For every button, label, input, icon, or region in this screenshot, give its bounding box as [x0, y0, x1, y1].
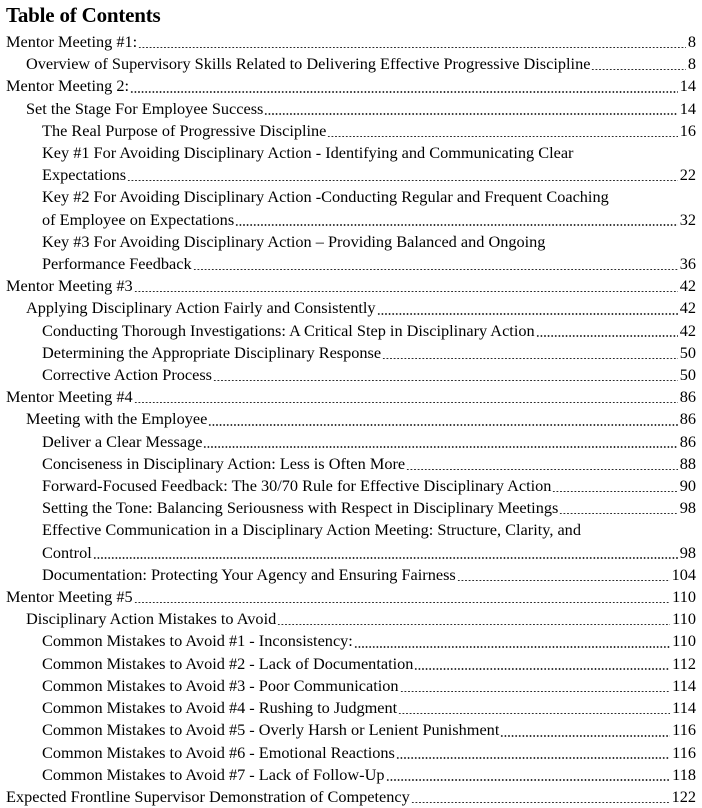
dot-leader — [559, 497, 677, 519]
toc-entry-label: Common Mistakes to Avoid #1 - Inconsistency: — [42, 631, 353, 651]
toc-entry[interactable] — [6, 764, 696, 786]
toc-entry-label: Documentation: Protecting Your Agency and Ensuring Fairness — [42, 564, 456, 584]
toc-entry[interactable] — [6, 31, 696, 53]
toc-entry[interactable] — [6, 320, 696, 342]
toc-entry-label: Effective Communication in a Disciplinary Action Meeting: Structure, Clarity, and — [42, 520, 581, 540]
toc-entry-label: Common Mistakes to Avoid #6 - Emotional Reactions — [42, 742, 395, 762]
toc-entry-row — [6, 31, 696, 53]
dot-leader — [134, 586, 671, 608]
toc-entry-row — [42, 519, 696, 563]
toc-entry[interactable] — [6, 675, 696, 697]
toc-page-number: 112 — [672, 653, 696, 673]
toc-entry-row — [6, 275, 696, 297]
toc-entry-label: Key #3 For Avoiding Disciplinary Action – Providing Balanced and Ongoing — [42, 231, 546, 251]
toc-page-number: 32 — [679, 209, 696, 229]
toc-entry-row — [42, 653, 696, 675]
toc-entry[interactable] — [6, 231, 696, 275]
toc-entry[interactable] — [6, 475, 696, 497]
dot-leader — [552, 475, 677, 497]
toc-entry-label: Conducting Thorough Investigations: A Critical Step in Disciplinary Action — [42, 320, 535, 340]
dot-leader — [536, 320, 678, 342]
dot-leader — [208, 408, 677, 430]
toc-entry-row — [42, 186, 696, 230]
toc-page-number: 16 — [679, 120, 696, 140]
dot-leader — [193, 253, 678, 275]
toc-entry-label: Common Mistakes to Avoid #5 - Overly Harsh or Lenient Punishment — [42, 720, 500, 740]
toc-entry-label: Corrective Action Process — [42, 365, 213, 385]
toc-entry-label: Common Mistakes to Avoid #7 - Lack of Follow-Up — [42, 764, 385, 784]
toc-entry[interactable] — [6, 497, 696, 519]
toc-entry-label-continued: Performance Feedback — [42, 254, 192, 274]
toc-entry-row — [26, 408, 696, 430]
toc-entry-row — [42, 742, 696, 764]
toc-entry[interactable] — [6, 120, 696, 142]
toc-page-number: 90 — [679, 476, 696, 496]
dot-leader — [406, 453, 678, 475]
toc-entry[interactable] — [6, 53, 696, 75]
toc-entry[interactable] — [6, 586, 696, 608]
toc-entry-row — [42, 697, 696, 719]
toc-entry-row — [42, 453, 696, 475]
toc-entry-row — [26, 297, 696, 319]
toc-entry-row — [42, 564, 696, 586]
dot-leader — [354, 631, 670, 653]
toc-entry-row — [42, 764, 696, 786]
toc-entry-label-continued: Expectations — [42, 165, 127, 185]
toc-page-number: 110 — [672, 631, 696, 651]
page-title: Table of Contents — [6, 3, 161, 27]
toc-entry[interactable] — [6, 408, 696, 430]
toc-entry[interactable] — [6, 186, 696, 230]
toc-entry-label: Mentor Meeting 2: — [6, 76, 129, 96]
toc-entry-label: Mentor Meeting #4 — [6, 387, 133, 407]
dot-leader — [134, 386, 678, 408]
toc-entry-label: Setting the Tone: Balancing Seriousness with Respect in Disciplinary Meetings — [42, 498, 559, 518]
dot-leader — [235, 209, 678, 231]
dot-leader — [411, 786, 670, 808]
toc-entry-row — [42, 431, 696, 453]
toc-page-number: 98 — [679, 498, 696, 518]
dot-leader — [457, 564, 670, 586]
toc-entry[interactable] — [6, 697, 696, 719]
toc-entry-tail — [42, 164, 696, 186]
toc-entry-row — [6, 786, 696, 808]
toc-entry-row — [42, 719, 696, 741]
dot-leader — [414, 653, 670, 675]
toc-entry-row — [42, 342, 696, 364]
toc-entry[interactable] — [6, 608, 696, 630]
toc-entry[interactable] — [6, 297, 696, 319]
dot-leader — [591, 53, 685, 75]
toc-page-number: 42 — [679, 320, 696, 340]
toc-entry-label: Common Mistakes to Avoid #2 - Lack of Documentation — [42, 653, 414, 673]
toc-entry[interactable] — [6, 98, 696, 120]
dot-leader — [400, 675, 671, 697]
dot-leader — [93, 542, 678, 564]
toc-entry-label: Mentor Meeting #3 — [6, 276, 133, 296]
toc-entry-row — [6, 586, 696, 608]
dot-leader — [500, 719, 670, 741]
toc-entry-label: Key #2 For Avoiding Disciplinary Action -Conducting Regular and Frequent Coaching — [42, 187, 609, 207]
toc-entry[interactable] — [6, 742, 696, 764]
toc-entry[interactable] — [6, 564, 696, 586]
toc-entry[interactable] — [6, 519, 696, 563]
toc-entry-row — [42, 231, 696, 275]
toc-entry-label-continued: Control — [42, 542, 92, 562]
toc-entry-row — [42, 320, 696, 342]
toc-entry[interactable] — [6, 653, 696, 675]
toc-entry-row — [42, 120, 696, 142]
toc-entry[interactable] — [6, 364, 696, 386]
dot-leader — [277, 608, 670, 630]
toc-page-number: 118 — [672, 764, 696, 784]
toc-entry-row — [6, 75, 696, 97]
toc-entry[interactable] — [6, 275, 696, 297]
toc-entry[interactable] — [6, 786, 696, 808]
toc-entry-label: Disciplinary Action Mistakes to Avoid — [26, 609, 277, 629]
dot-leader — [138, 31, 686, 53]
toc-page-number: 14 — [679, 76, 696, 96]
toc-entry-label: Key #1 For Avoiding Disciplinary Action - Identifying and Communicating Clear — [42, 143, 574, 163]
dot-leader — [203, 431, 677, 453]
toc-page-number: 36 — [679, 254, 696, 274]
dot-leader — [213, 364, 678, 386]
toc-page-number: 42 — [679, 276, 696, 296]
toc-page-number: 110 — [672, 587, 696, 607]
toc-entry-row — [42, 675, 696, 697]
toc-entry-label: Common Mistakes to Avoid #4 - Rushing to Judgment — [42, 698, 398, 718]
toc-entry-label: Conciseness in Disciplinary Action: Less is Often More — [42, 453, 406, 473]
dot-leader — [127, 164, 678, 186]
toc-entry-row — [26, 53, 696, 75]
toc-entry-tail — [42, 542, 696, 564]
toc-entry-label: Set the Stage For Employee Success — [26, 98, 264, 118]
toc-entry-row — [42, 630, 696, 652]
toc-page-number: 114 — [672, 698, 696, 718]
toc-entry-tail — [42, 209, 696, 231]
toc-entry[interactable] — [6, 453, 696, 475]
toc-page-number: 50 — [679, 342, 696, 362]
toc-entry[interactable] — [6, 630, 696, 652]
toc-entry[interactable] — [6, 75, 696, 97]
toc-page-number: 86 — [679, 409, 696, 429]
toc-entry[interactable] — [6, 719, 696, 741]
toc-entry-label-continued: of Employee on Expectations — [42, 209, 235, 229]
toc-page-number: 116 — [672, 720, 696, 740]
toc-entry-row — [26, 608, 696, 630]
toc-page-number: 86 — [679, 431, 696, 451]
toc-entry-row — [26, 98, 696, 120]
dot-leader — [377, 297, 678, 319]
toc-entry-row — [42, 364, 696, 386]
toc-entry-label: Expected Frontline Supervisor Demonstration of Competency — [6, 786, 410, 806]
toc-entry-label: Overview of Supervisory Skills Related to Delivering Effective Progressive Discipline — [26, 54, 591, 74]
toc-page-number: 104 — [671, 564, 696, 584]
toc-page-number: 50 — [679, 365, 696, 385]
dot-leader — [386, 764, 671, 786]
toc-page-number: 86 — [679, 387, 696, 407]
toc-entry[interactable] — [6, 142, 696, 186]
toc-entry-label: Meeting with the Employee — [26, 409, 208, 429]
toc-page-number: 110 — [672, 609, 696, 629]
toc-entry-list — [6, 31, 696, 808]
toc-entry[interactable] — [6, 342, 696, 364]
toc-entry-label: Determining the Appropriate Disciplinary Response — [42, 342, 382, 362]
toc-page-number: 22 — [679, 165, 696, 185]
toc-entry-tail — [42, 253, 696, 275]
toc-entry[interactable] — [6, 386, 696, 408]
toc-page-number: 14 — [679, 98, 696, 118]
dot-leader — [130, 75, 678, 97]
dot-leader — [327, 120, 677, 142]
table-of-contents-page — [0, 2, 702, 806]
dot-leader — [264, 98, 677, 120]
toc-page-number: 98 — [679, 542, 696, 562]
dot-leader — [382, 342, 678, 364]
toc-page-number: 122 — [671, 786, 696, 806]
toc-entry-row — [6, 386, 696, 408]
toc-page-number: 42 — [679, 298, 696, 318]
toc-entry-label: Forward-Focused Feedback: The 30/70 Rule for Effective Disciplinary Action — [42, 476, 552, 496]
dot-leader — [396, 742, 670, 764]
toc-entry-row — [42, 475, 696, 497]
toc-entry-row — [42, 497, 696, 519]
toc-page-number: 8 — [687, 54, 696, 74]
toc-page-number: 116 — [672, 742, 696, 762]
toc-entry-label: Applying Disciplinary Action Fairly and Consistently — [26, 298, 376, 318]
toc-entry-label: The Real Purpose of Progressive Discipline — [42, 120, 327, 140]
toc-entry-label: Common Mistakes to Avoid #3 - Poor Communication — [42, 675, 399, 695]
toc-page-number: 8 — [687, 32, 696, 51]
toc-entry-row — [42, 142, 696, 186]
toc-entry[interactable] — [6, 431, 696, 453]
dot-leader — [398, 697, 670, 719]
dot-leader — [134, 275, 678, 297]
toc-entry-label: Deliver a Clear Message — [42, 431, 203, 451]
toc-page-number: 88 — [679, 453, 696, 473]
toc-page-number: 114 — [672, 675, 696, 695]
toc-entry-label: Mentor Meeting #1: — [6, 32, 138, 51]
toc-entry-label: Mentor Meeting #5 — [6, 587, 133, 607]
